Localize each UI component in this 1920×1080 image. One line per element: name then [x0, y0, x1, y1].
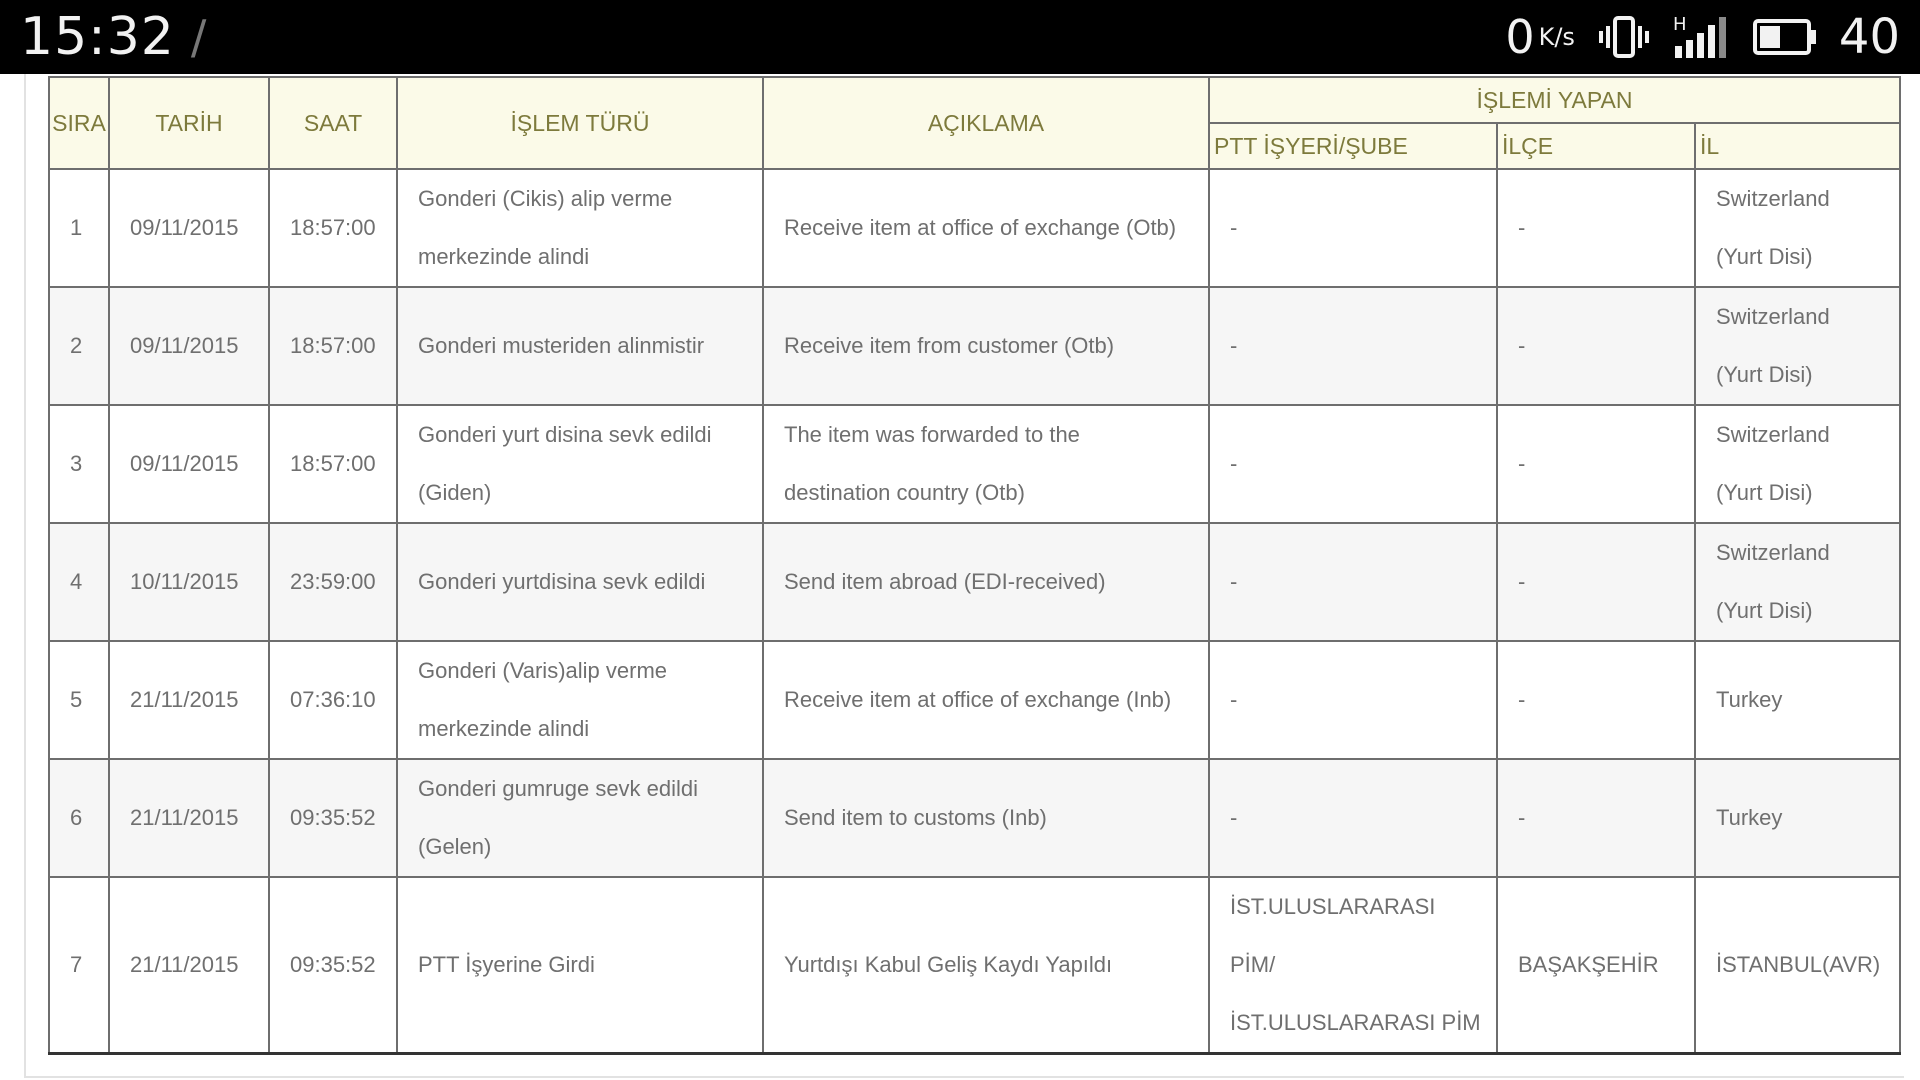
cell-il	[1695, 641, 1900, 759]
battery-level: 40	[1838, 9, 1900, 65]
cell-islem-turu-line: (Giden)	[418, 480, 492, 505]
cell-ilce: -	[1497, 405, 1695, 523]
cell-il-line: (Yurt Disi)	[1716, 362, 1813, 387]
cell-islem-turu-line: Gonderi gumruge sevk edildi	[418, 776, 699, 801]
page-content	[24, 74, 1904, 1078]
table-body	[49, 169, 1900, 1054]
table-row	[49, 405, 1900, 523]
cell-ptt-isyeri-line: -	[1230, 215, 1238, 240]
cell-il-line: (Yurt Disi)	[1716, 598, 1813, 623]
cell-aciklama	[763, 169, 1209, 287]
cell-il	[1695, 405, 1900, 523]
table-row	[49, 169, 1900, 287]
cell-sira: 2	[49, 287, 109, 405]
cell-ptt-isyeri-line: İST.ULUSLARARASI	[1230, 894, 1436, 919]
net-speed-unit: K/s	[1538, 23, 1575, 51]
status-bar	[0, 0, 1920, 74]
cell-saat: 09:35:52	[269, 759, 397, 877]
cell-islem-turu-line: PTT İşyerine Girdi	[418, 952, 595, 977]
cell-sira: 7	[49, 877, 109, 1054]
cell-islem-turu-line: Gonderi musteriden alinmistir	[418, 333, 705, 358]
status-slash: /	[190, 10, 207, 64]
cell-ptt-isyeri	[1209, 759, 1497, 877]
cell-ptt-isyeri	[1209, 641, 1497, 759]
clock: 15:32	[20, 7, 175, 67]
header-islemi-yapan: İŞLEMİ YAPAN	[1209, 77, 1900, 123]
table-row	[49, 523, 1900, 641]
cell-il	[1695, 877, 1900, 1054]
cell-saat: 18:57:00	[269, 169, 397, 287]
tracking-table	[48, 76, 1901, 1055]
cell-il-line: İSTANBUL(AVR)	[1716, 952, 1881, 977]
cell-islem-turu	[397, 287, 763, 405]
header-row	[49, 77, 1900, 123]
cell-aciklama	[763, 877, 1209, 1054]
cell-aciklama	[763, 405, 1209, 523]
cell-aciklama-line: Receive item at office of exchange (Inb)	[784, 687, 1172, 712]
vibrate-icon	[1599, 14, 1649, 60]
cell-aciklama-line: destination country (Otb)	[784, 480, 1025, 505]
header-tarih: TARİH	[109, 77, 269, 169]
cell-ptt-isyeri-line: İST.ULUSLARARASI PİM	[1230, 1010, 1481, 1035]
cell-aciklama-line: The item was forwarded to the	[784, 422, 1080, 447]
table-row	[49, 877, 1900, 1054]
cell-il-line: Turkey	[1716, 687, 1783, 712]
cell-sira: 1	[49, 169, 109, 287]
cell-tarih: 10/11/2015	[109, 523, 269, 641]
cell-ilce: -	[1497, 759, 1695, 877]
cell-aciklama-line: Send item to customs (Inb)	[784, 805, 1047, 830]
header-sira: SIRA	[49, 77, 109, 169]
cell-saat: 23:59:00	[269, 523, 397, 641]
cell-islem-turu-line: (Gelen)	[418, 834, 492, 859]
cell-islem-turu	[397, 641, 763, 759]
net-speed-value: 0	[1505, 10, 1535, 64]
header-saat: SAAT	[269, 77, 397, 169]
cell-il-line: Switzerland	[1716, 304, 1830, 329]
cell-islem-turu	[397, 759, 763, 877]
cell-tarih: 09/11/2015	[109, 287, 269, 405]
cell-aciklama	[763, 759, 1209, 877]
cell-ilce: -	[1497, 287, 1695, 405]
cell-sira: 6	[49, 759, 109, 877]
cell-islem-turu	[397, 523, 763, 641]
cell-ilce: BAŞAKŞEHİR	[1497, 877, 1695, 1054]
cell-tarih: 21/11/2015	[109, 877, 269, 1054]
cell-islem-turu	[397, 877, 763, 1054]
cell-ilce: -	[1497, 641, 1695, 759]
cell-il-line: (Yurt Disi)	[1716, 480, 1813, 505]
header-il: İL	[1695, 123, 1900, 169]
cell-islem-turu-line: Gonderi yurt disina sevk edildi	[418, 422, 712, 447]
table-row	[49, 641, 1900, 759]
network-type-label: H	[1672, 14, 1687, 35]
cell-aciklama-line: Receive item at office of exchange (Otb)	[784, 215, 1177, 240]
header-islem-turu: İŞLEM TÜRÜ	[397, 77, 763, 169]
cell-islem-turu-line: Gonderi yurtdisina sevk edildi	[418, 569, 706, 594]
cell-aciklama-line: Receive item from customer (Otb)	[784, 333, 1115, 358]
cell-saat: 18:57:00	[269, 405, 397, 523]
cell-il	[1695, 759, 1900, 877]
cell-il-line: (Yurt Disi)	[1716, 244, 1813, 269]
status-right	[1505, 9, 1900, 65]
cell-il	[1695, 287, 1900, 405]
cell-il	[1695, 523, 1900, 641]
cell-ilce: -	[1497, 169, 1695, 287]
cell-islem-turu	[397, 405, 763, 523]
cell-ptt-isyeri	[1209, 287, 1497, 405]
table-row	[49, 759, 1900, 877]
cell-tarih: 09/11/2015	[109, 405, 269, 523]
cell-aciklama	[763, 287, 1209, 405]
status-left	[20, 7, 206, 67]
cell-ptt-isyeri-line: -	[1230, 569, 1238, 594]
cell-aciklama	[763, 523, 1209, 641]
cell-islem-turu-line: Gonderi (Cikis) alip verme	[418, 186, 673, 211]
cell-saat: 18:57:00	[269, 287, 397, 405]
cell-saat: 09:35:52	[269, 877, 397, 1054]
cell-ptt-isyeri	[1209, 169, 1497, 287]
cell-il-line: Switzerland	[1716, 540, 1830, 565]
cell-il-line: Turkey	[1716, 805, 1783, 830]
cell-ptt-isyeri-line: -	[1230, 333, 1238, 358]
cell-aciklama-line: Send item abroad (EDI-received)	[784, 569, 1106, 594]
header-aciklama: AÇIKLAMA	[763, 77, 1209, 169]
cell-tarih: 21/11/2015	[109, 759, 269, 877]
cell-il-line: Switzerland	[1716, 186, 1830, 211]
cell-islem-turu-line: merkezinde alindi	[418, 716, 590, 741]
header-ilce: İLÇE	[1497, 123, 1695, 169]
cell-islem-turu-line: merkezinde alindi	[418, 244, 590, 269]
cell-ilce: -	[1497, 523, 1695, 641]
cell-ptt-isyeri	[1209, 877, 1497, 1054]
cell-ptt-isyeri-line: -	[1230, 805, 1238, 830]
cell-sira: 5	[49, 641, 109, 759]
cell-sira: 3	[49, 405, 109, 523]
cell-saat: 07:36:10	[269, 641, 397, 759]
cell-islem-turu-line: Gonderi (Varis)alip verme	[418, 658, 668, 683]
signal-icon	[1673, 14, 1729, 60]
cell-islem-turu	[397, 169, 763, 287]
cell-il-line: Switzerland	[1716, 422, 1830, 447]
cell-il	[1695, 169, 1900, 287]
header-ptt-isyeri: PTT İŞYERİ/ŞUBE	[1209, 123, 1497, 169]
cell-sira: 4	[49, 523, 109, 641]
cell-tarih: 09/11/2015	[109, 169, 269, 287]
cell-ptt-isyeri	[1209, 523, 1497, 641]
battery-icon	[1753, 17, 1817, 57]
cell-aciklama-line: Yurtdışı Kabul Geliş Kaydı Yapıldı	[784, 952, 1113, 977]
cell-ptt-isyeri	[1209, 405, 1497, 523]
cell-aciklama	[763, 641, 1209, 759]
cell-ptt-isyeri-line: -	[1230, 451, 1238, 476]
cell-ptt-isyeri-line: -	[1230, 687, 1238, 712]
cell-tarih: 21/11/2015	[109, 641, 269, 759]
cell-ptt-isyeri-line: PİM/	[1230, 952, 1276, 977]
table-row	[49, 287, 1900, 405]
